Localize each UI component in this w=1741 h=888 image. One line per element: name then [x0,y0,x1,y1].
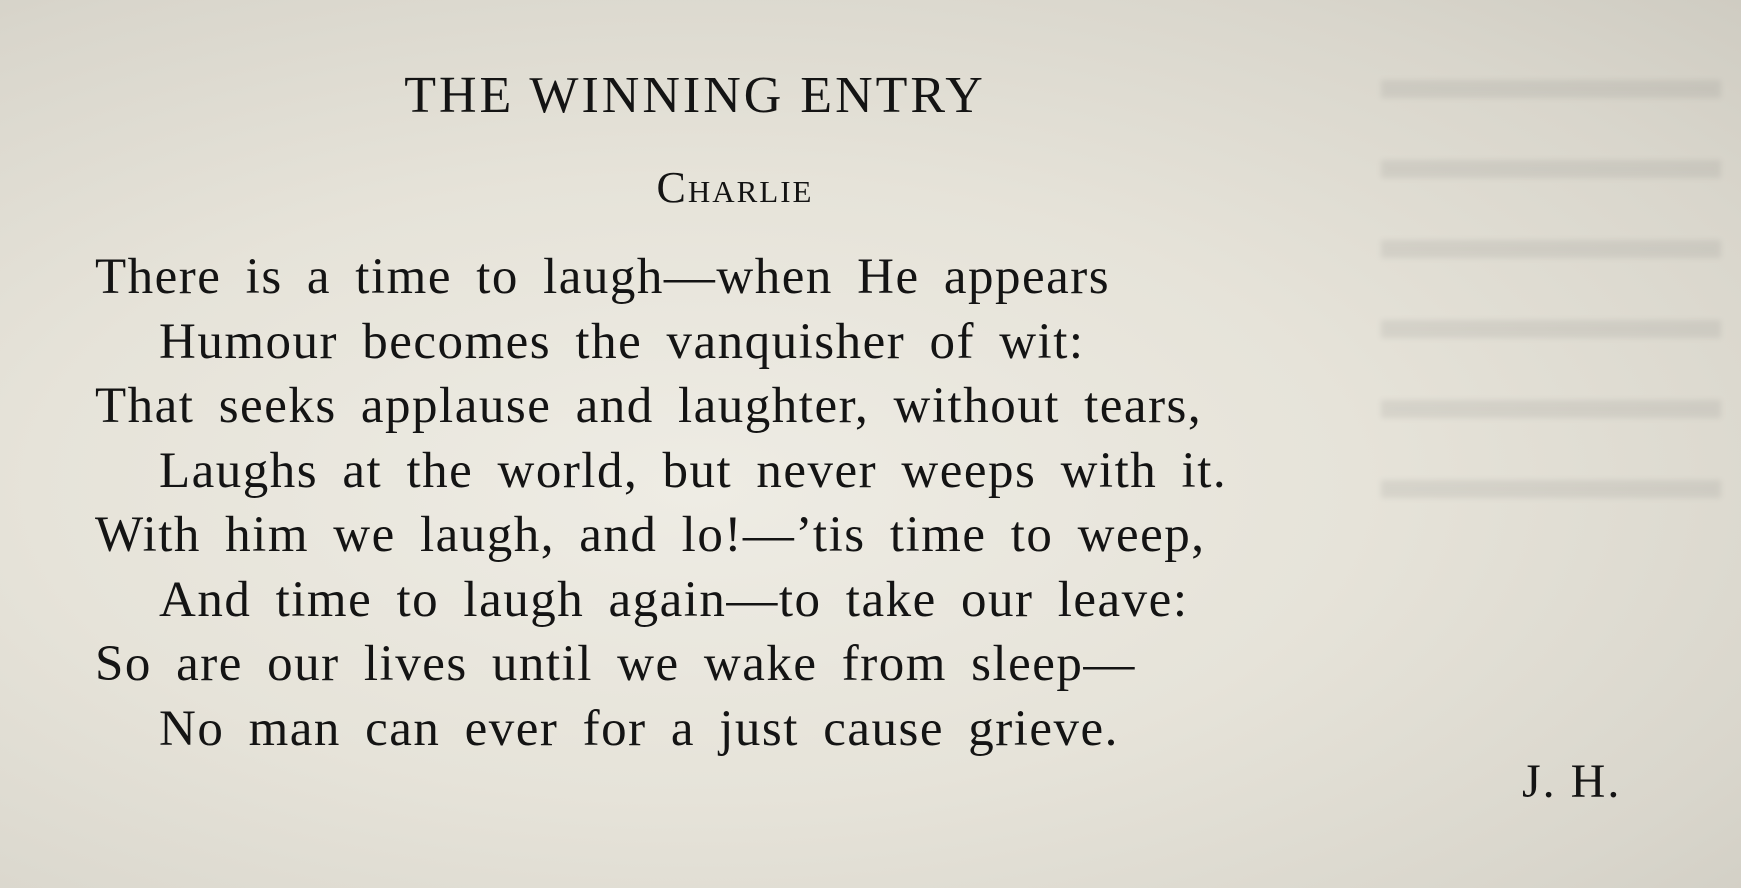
poem-line: No man can ever for a just cause grieve. [159,700,1119,757]
poem-body [95,245,1227,761]
show-through-texture [1381,40,1721,560]
author-initials: J. H. [1522,755,1622,808]
poem-line: That seeks applause and laughter, without tears, [95,378,1203,434]
poem-subtitle: Charlie [656,163,814,212]
poem-line: There is a time to laugh—when He appears [95,249,1111,305]
poem-title: THE WINNING ENTRY [404,67,986,124]
poem-line: And time to laugh again—to take our leave: [159,571,1189,628]
poem-line: Humour becomes the vanquisher of wit: [159,313,1085,370]
poem-line: With him we laugh, and lo!—’tis time to weep, [95,507,1206,563]
poem-line: So are our lives until we wake from sleep— [95,636,1136,692]
poem-line: Laughs at the world, but never weeps with it. [159,442,1228,499]
